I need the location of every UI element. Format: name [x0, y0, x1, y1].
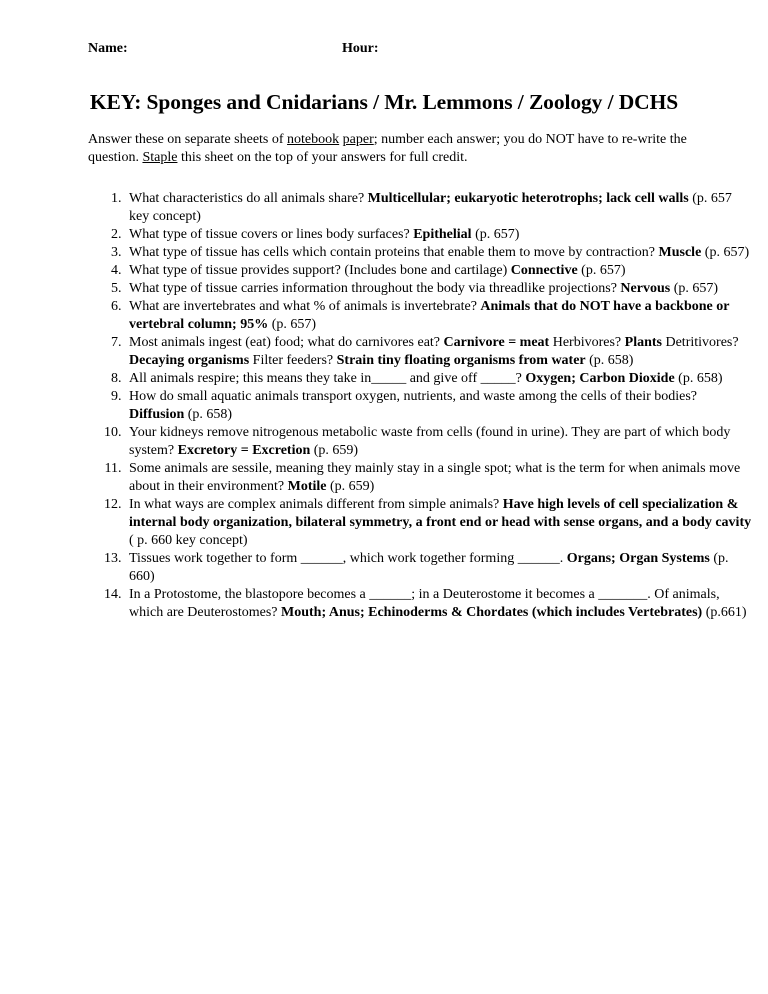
page-reference: (p.661) [702, 605, 747, 620]
question-item [125, 496, 755, 550]
question-text: Your kidneys remove nitrogenous metabolic waste from cells (found in urine). They are part of which body system? [129, 425, 731, 458]
question-item [125, 262, 755, 280]
question-text: All animals respire; this means they take in_____ and give off _____? [129, 371, 526, 386]
question-text: What type of tissue carries information throughout the body via threadlike projections? [129, 281, 621, 296]
question-text: In what ways are complex animals different from simple animals? [129, 497, 503, 512]
question-text: What type of tissue has cells which contain proteins that enable them to move by contraction? [129, 245, 659, 260]
question-item [125, 586, 755, 622]
question-text: Tissues work together to form ______, which work together forming ______. [129, 551, 567, 566]
instructions [88, 131, 728, 167]
answer-text: Mouth; Anus; Echinoderms & Chordates (which includes Vertebrates) [281, 605, 703, 620]
page-reference: (p. 659) [326, 479, 375, 494]
question-item [125, 226, 755, 244]
page-title: KEY: Sponges and Cnidarians / Mr. Lemmons / Zoology / DCHS [89, 90, 679, 114]
answer-text: Organs; Organ Systems [566, 551, 710, 566]
instructions-staple: Staple [142, 150, 178, 165]
question-text: What type of tissue covers or lines body surfaces? [129, 227, 414, 242]
page-reference: (p. 657) [670, 281, 719, 296]
question-text: How do small aquatic animals transport oxygen, nutrients, and waste among the cells of their bodies? [129, 389, 698, 404]
instructions-text: Answer these on separate sheets of [88, 132, 288, 147]
answer-text: Muscle [658, 245, 702, 260]
page-reference: (p. 657) [471, 227, 520, 242]
answer-text: Diffusion [129, 407, 185, 422]
hour-label: Hour: [342, 41, 379, 56]
page-reference: (p. 658) [585, 353, 634, 368]
answer-text: Have high levels of cell specialization & internal body organization, bilateral symmetry, a front end or head with sense organs, and a body cavity [129, 497, 752, 530]
answer-text: Carnivore = meat [443, 335, 550, 350]
question-item [125, 280, 755, 298]
question-list [88, 190, 755, 622]
question-text: Most animals ingest (eat) food; what do carnivores eat? [129, 335, 444, 350]
question-item [125, 190, 755, 226]
question-text: What type of tissue provides support? (Includes bone and cartilage) [129, 263, 511, 278]
page-reference: ( p. 660 key concept) [129, 533, 248, 548]
question-item [125, 424, 755, 460]
answer-text: Animals that do NOT have a backbone or vertebral column; 95% [129, 299, 730, 332]
instructions-paper: paper [342, 132, 374, 147]
page-reference: (p. 657 key concept) [129, 191, 732, 224]
answer-text: Motile [287, 479, 327, 494]
question-text: Detritivores? [661, 335, 739, 350]
question-item [125, 550, 755, 586]
question-text: What characteristics do all animals share? [129, 191, 368, 206]
name-label: Name: [88, 41, 128, 56]
page-reference: (p. 660) [129, 551, 729, 584]
page-reference: (p. 657) [268, 317, 317, 332]
question-item [125, 298, 755, 334]
page-reference: (p. 658) [184, 407, 233, 422]
answer-text: Strain tiny floating organisms from water [336, 353, 586, 368]
question-item [125, 388, 755, 424]
page-reference: (p. 658) [674, 371, 723, 386]
answer-text: Multicellular; eukaryotic heterotrophs; lack cell walls [367, 191, 689, 206]
instructions-text: this sheet on the top of your answers for full credit. [177, 150, 468, 165]
page-reference: (p. 657) [577, 263, 626, 278]
answer-text: Epithelial [413, 227, 472, 242]
question-item [125, 460, 755, 496]
question-text: Filter feeders? [249, 353, 337, 368]
instructions-text: ; number each answer; you do NOT have to re-write the question. [88, 132, 687, 165]
question-text: Some animals are sessile, meaning they mainly stay in a single spot; what is the term for when animals move about in their environment? [129, 461, 741, 494]
instructions-notebook: notebook [287, 132, 340, 147]
question-text: In a Protostome, the blastopore becomes a ______; in a Deuterostome it becomes a _______. Of animals, which are Deuterostomes? [129, 587, 720, 620]
question-item [125, 244, 755, 262]
question-text: Herbivores? [549, 335, 625, 350]
answer-text: Excretory = Excretion [177, 443, 311, 458]
answer-text: Nervous [620, 281, 671, 296]
question-item [125, 370, 755, 388]
page-reference: (p. 657) [701, 245, 750, 260]
question-text: What are invertebrates and what % of animals is invertebrate? [129, 299, 481, 314]
answer-text: Connective [510, 263, 578, 278]
answer-text: Decaying organisms [129, 353, 250, 368]
question-item [125, 334, 755, 370]
page-reference: (p. 659) [310, 443, 359, 458]
answer-text: Plants [624, 335, 662, 350]
answer-text: Oxygen; Carbon Dioxide [525, 371, 675, 386]
